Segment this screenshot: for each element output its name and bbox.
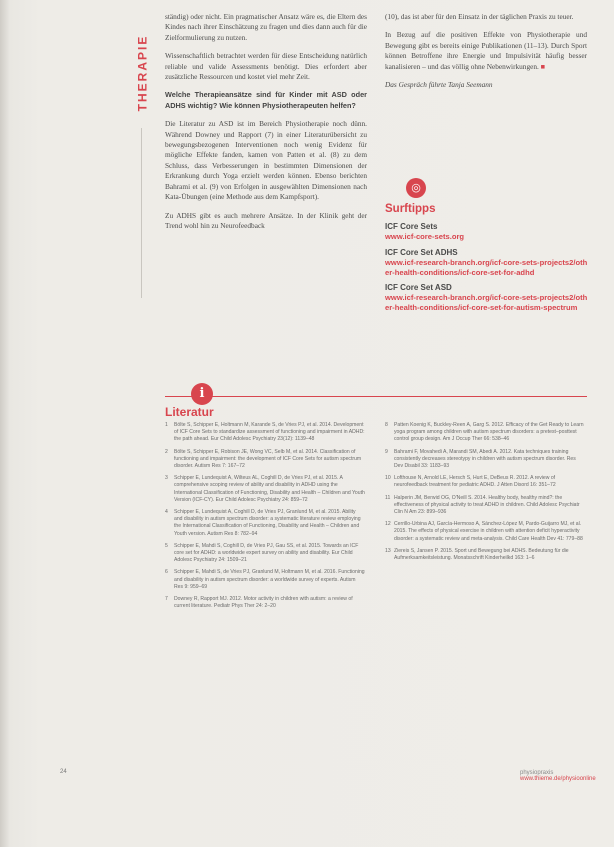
reference-item	[385, 521, 585, 543]
section-tag	[131, 20, 153, 125]
section-tag-label: THERAPIE	[135, 34, 149, 111]
reference-text: Bölte S, Schipper E, Robison JE, Wong VC, Selb M, et al. 2014. Classification of functioning and impairment: the development of ICF Core Sets for autism spectrum disorder. Autism Res 7: 167–72	[174, 448, 362, 470]
literature-divider	[165, 396, 587, 397]
reference-number: 10	[385, 475, 391, 482]
interview-credit: Das Gespräch führte Tanja Seemann	[385, 80, 493, 90]
surftipp-link[interactable]: www.icf-research-branch.org/icf-core-sets-projects2/other-health-conditions/icf-core-set-for-adhd	[385, 257, 588, 277]
surftipp-label: ICF Core Set ADHS	[385, 247, 458, 257]
section-divider	[141, 128, 142, 298]
reference-number: 11	[385, 494, 391, 501]
reference-number: 1	[165, 422, 168, 428]
reference-text: Schipper E, Mahdi S, Coghill D, de Vries PJ, Gau SS, et al. 2015. Towards an ICF core set for ADHD: a worldwide expert survey on ability and disability. Eur Child Adolesc Psychiatry 24: 1509–21	[174, 542, 359, 564]
reference-text: Schipper E, Mahdi S, de Vries PJ, Granlund M, Holtmann M, et al. 2016. Functioning and disability in autism spectrum disorder: a worldwide survey of experts. Autism Res 9: 959–69	[174, 569, 365, 590]
paragraph: Zu ADHS gibt es auch mehrere Ansätze. In der Klinik geht der Trend wohl hin zu Neurofeedback	[165, 210, 367, 230]
end-mark-icon: ■	[540, 61, 546, 71]
reference-number: 4	[165, 509, 168, 516]
surftipp-item	[385, 283, 590, 313]
paragraph: (10), das ist aber für den Einsatz in der täglichen Praxis zu teuer.	[385, 12, 574, 21]
reference-item	[165, 475, 365, 504]
reference-text: Schipper E, Lundequist A, Wilteus AL, Coghill D, de Vries PJ, et al. 2015. A comprehensive scoping review of ability and disability in ADHD using the International Classification of Functioning, Disability and Health – Children and Youth Version (ICF-CY). Eur Child Adolesc Psychiatry 24: 859–72	[174, 475, 365, 503]
reference-text: Halperin JM, Berwid OG, O'Neill S. 2014. Healthy body, healthy mind?: the effectiveness of physical activity to treat ADHD in children. Child Adolesc Psychiatr Clin N Am 23: 899–936	[394, 494, 580, 516]
reference-number: 2	[165, 448, 168, 455]
reference-text: Bölte S, Schipper E, Holtmann M, Karande S, de Vries PJ, et al. 2014. Development of ICF Core Sets to standardize assessment of functioning and impairment in ADHD: the path ahead. Eur Child Adolesc Psychiatry 23(12): 1139–48	[174, 422, 365, 443]
reference-text: Bahrami F, Movahedi A, Marandi SM, Abedi A. 2012. Kata techniques training consistently decreases stereotypy in children with autism spectrum disorder. Res Dev Disabil 33: 1183–93	[394, 448, 576, 470]
reference-list-left	[165, 422, 365, 615]
surftipp-link[interactable]: www.icf-core-sets.org	[385, 232, 465, 241]
reference-item	[385, 548, 585, 562]
reference-number: 9	[385, 448, 388, 455]
surftipps-list	[385, 222, 590, 319]
page-footer	[520, 770, 614, 782]
literature-heading: Literatur	[165, 405, 214, 419]
paragraph: Wissenschaftlich betrachtet werden für diese Entscheidung natürlich reliable und valide Assessments benötigt. Dies erfordert aber zusätzliche Ressourcen und kostet viel mehr Zeit.	[165, 51, 367, 82]
reference-text: Lofthouse N, Arnold LE, Hersch S, Hurt E, DeBeus R. 2012. A review of neurofeedback treatment for pediatric ADHD. J Atten Disord 16: 351–72	[394, 475, 556, 489]
footer-brand-link[interactable]: www.thieme.de/physioonline	[520, 776, 596, 782]
info-icon: i	[191, 383, 213, 405]
reference-number: 6	[165, 569, 168, 576]
reference-item	[165, 422, 365, 444]
reference-number: 12	[385, 521, 391, 528]
footer-issue: physiopraxis	[520, 770, 554, 776]
surftipp-item	[385, 222, 590, 242]
reference-item	[165, 509, 365, 538]
reference-item	[385, 449, 585, 471]
reference-list-right	[385, 422, 585, 567]
page-number: 24	[60, 769, 67, 775]
interview-question: Welche Therapieansätze sind für Kinder mit ASD oder ADHS wichtig? Wie können Physiotherapeuten helfen?	[165, 90, 367, 110]
reference-number: 5	[165, 542, 168, 549]
reference-text: Cerrillo-Urbina AJ, García-Hermoso A, Sánchez-López M, Pardo-Guijarro MJ, et al. 2015. The effects of physical exercise in children with attention deficit hyperactivity disorder: a systematic review and meta-analysis. Child Care Health Dev 41: 779–88	[394, 521, 583, 542]
reference-item	[165, 449, 365, 471]
reference-item	[165, 543, 365, 565]
paragraph: Die Literatur zu ASD ist im Bereich Physiotherapie noch dünn. Während Downey und Rapport (7) in einer Literaturübersicht zu bewegungsbezogenen Interventionen noch wenig Evidenz für mögliche Effekte fanden, kamen von Patten et al. (8) zu dem Schluss, dass Verbesserungen in bestimmten Dimensionen der Erkrankung durch Yoga erzielt werden können. Ebenso berichten Bahrami et al. (9) von Erfolgen in ausgewählten Dimensionen nach Kata-Übungen (eine Methode aus dem Kampfsport).	[165, 119, 367, 202]
reference-item	[165, 569, 365, 591]
right-text-column	[385, 12, 587, 98]
reference-number: 13	[385, 547, 391, 554]
surftipp-label: ICF Core Sets	[385, 222, 438, 231]
paragraph	[385, 30, 587, 72]
reference-text: Ziereis S, Jansen P. 2015. Sport und Bewegung bei ADHS. Bedeutung für die Aufmerksamkeitsleistung. Monatsschrift Kinderheilkd 163: 1–6	[394, 547, 569, 562]
globe-icon: ◎	[406, 178, 426, 198]
reference-item	[385, 495, 585, 517]
reference-number: 8	[385, 422, 388, 428]
reference-text: Downey R, Rapport MJ. 2012. Motor activity in children with autism: a review of current literature. Pediatr Phys Ther 24: 2–20	[174, 596, 353, 610]
surftipp-label: ICF Core Set ASD	[385, 283, 452, 293]
paragraph: ständig) oder nicht. Ein pragmatischer Ansatz wäre es, die Eltern des Kindes nach ihrer Einschätzung zu fragen und dies dann auch für die Zielformulierung zu nutzen.	[165, 12, 367, 42]
reference-text: Schipper E, Lundequist A, Coghill D, de Vries PJ, Granlund M, et al. 2015. Ability and disability in autism spectrum disorder: a systematic literature review employing the International Classification of Functioning, Disability and Health – Children and Youth version. Autism Res 8: 782–94	[174, 509, 361, 537]
reference-item	[385, 422, 585, 444]
reference-number: 7	[165, 596, 168, 603]
left-text-column	[165, 12, 367, 239]
surftipp-link[interactable]: www.icf-research-branch.org/icf-core-sets-projects2/other-health-conditions/icf-core-set-for-autism-spectrum	[385, 293, 588, 313]
reference-item	[165, 596, 365, 610]
reference-item	[385, 475, 585, 489]
surftipps-heading: Surftipps	[385, 203, 436, 215]
reference-text: Patten Koenig K, Buckley-Reen A, Garg S. 2012. Efficacy of the Get Ready to Learn yoga program among children with autism spectrum disorders: a pretest–posttest control group design. Am J Occup Ther 66: 538–46	[394, 422, 584, 443]
paragraph-text: In Bezug auf die positiven Effekte von Physiotherapie und Bewegung gibt es bereits einige Publikationen (11–13). Durch Sport können Betroffene ihre Energie und Impulsivität häufig besser kanalisieren – und das völlig ohne Nebenwirkungen.	[385, 30, 587, 71]
reference-number: 3	[165, 475, 168, 482]
surftipp-item	[385, 248, 590, 278]
